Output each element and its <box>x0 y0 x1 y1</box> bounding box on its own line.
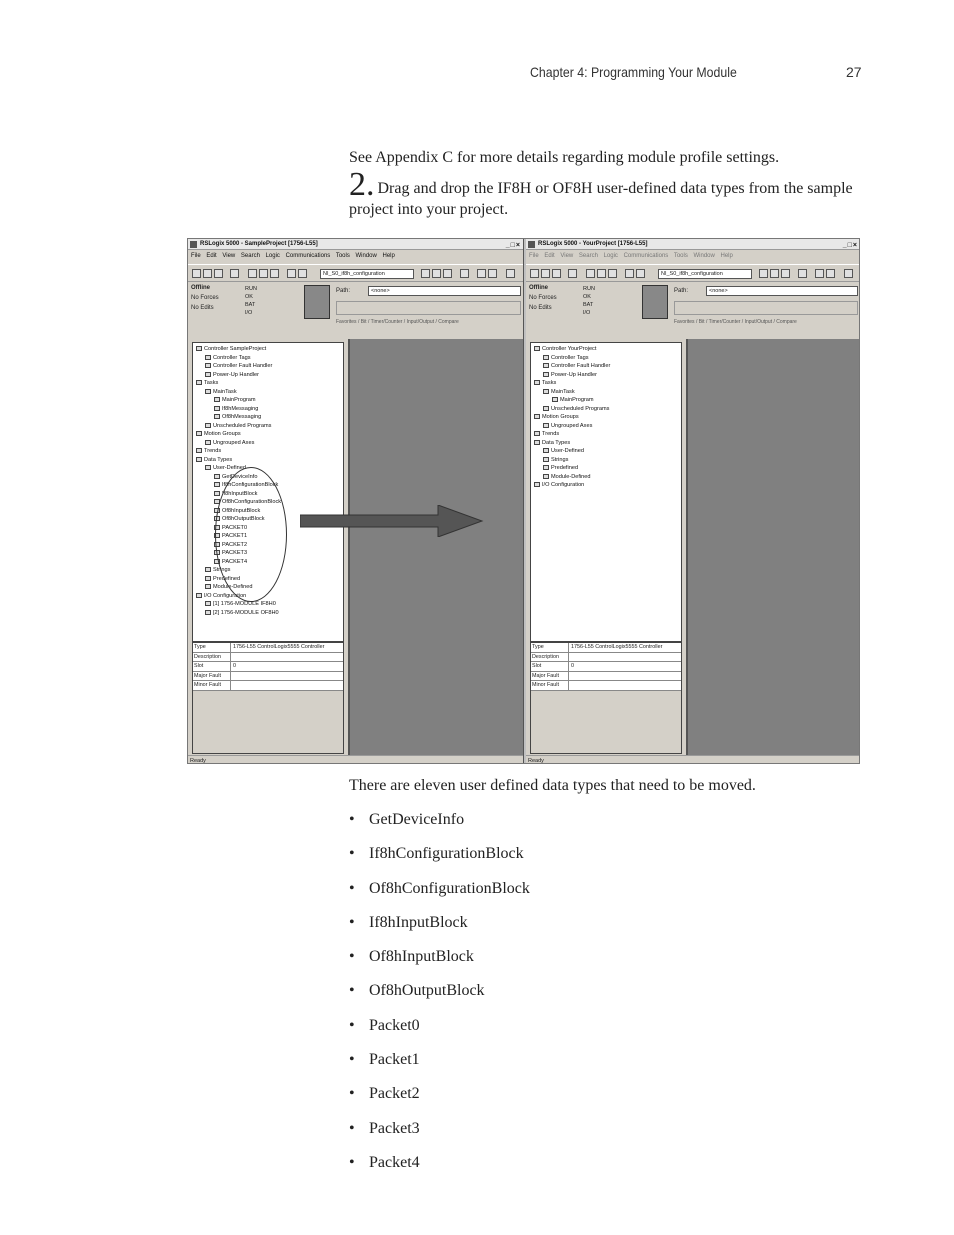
verify-all-icon[interactable] <box>770 269 779 278</box>
paste-icon[interactable] <box>270 269 279 278</box>
tree-item-label: Of8hMessaging <box>222 414 262 420</box>
tree-node-icon <box>196 457 202 462</box>
property-key: Minor Fault <box>531 681 569 690</box>
save-icon[interactable] <box>552 269 561 278</box>
tree-node-icon <box>196 346 202 351</box>
property-row <box>193 672 343 682</box>
tree-item[interactable] <box>534 430 678 439</box>
tree-item-label: PACKET3 <box>222 550 248 556</box>
appendix-note: See Appendix C for more details regarding module profile settings. <box>349 149 780 166</box>
tree-item[interactable] <box>196 456 340 465</box>
tree-item[interactable] <box>196 362 340 371</box>
tree-item-label: [1] 1756-MODULE IF8H0 <box>213 601 276 607</box>
tree-item[interactable] <box>196 439 340 448</box>
tree-item-label: Module-Defined <box>551 473 591 480</box>
property-value <box>569 672 681 681</box>
property-key: Minor Fault <box>193 681 231 690</box>
workspace-pane <box>348 339 523 755</box>
save-icon[interactable] <box>214 269 223 278</box>
property-key: Type <box>531 643 569 652</box>
tree-node-icon <box>534 482 540 487</box>
tree-node-icon <box>534 414 540 419</box>
tree-node-icon <box>196 380 202 385</box>
tree-node-icon <box>214 474 220 479</box>
tree-item-label: Unscheduled Programs <box>213 422 272 429</box>
status-bar: Ready <box>526 755 860 764</box>
your-project-window <box>526 239 860 764</box>
tree-item-label: Ungrouped Axes <box>551 422 593 429</box>
keyswitch-icon <box>642 285 668 319</box>
chapter-title: Chapter 4: Programming Your Module <box>530 64 737 80</box>
tree-item-label: Unscheduled Programs <box>551 405 610 412</box>
highlight-ellipse <box>215 467 287 602</box>
tree-node-icon <box>205 423 211 428</box>
tree-item-label: Controller Fault Handler <box>551 363 611 369</box>
tree-item[interactable] <box>196 464 340 473</box>
tree-item-label: Controller Tags <box>551 354 589 361</box>
copy-icon[interactable] <box>597 269 606 278</box>
tree-node-icon <box>214 482 220 487</box>
tree-item-label: Module-Defined <box>213 584 253 590</box>
tree-item-label: PACKET2 <box>222 541 248 548</box>
list-item: • Packet2 <box>349 1084 859 1118</box>
tree-node-icon <box>534 431 540 436</box>
tree-item-label: Of8hOutputBlock <box>222 516 265 522</box>
app-icon <box>190 241 197 248</box>
step-two <box>349 166 859 220</box>
tree-item-label: Of8hConfigurationBlock <box>222 499 282 505</box>
print-icon[interactable] <box>230 269 239 278</box>
tree-node-icon <box>205 601 211 606</box>
controller-status <box>188 283 328 327</box>
tree-item-label: Predefined <box>213 575 241 582</box>
page-header <box>0 62 954 82</box>
tree-node-icon <box>205 355 211 360</box>
list-item: • Packet4 <box>349 1153 859 1187</box>
tree-node-icon <box>196 593 202 598</box>
tree-node-icon <box>196 448 202 453</box>
routine-combo[interactable]: NI_S0_if8h_configuration <box>658 269 752 279</box>
tree-item-label: Data Types <box>542 439 571 446</box>
property-value: 0 <box>571 663 574 669</box>
property-value: 0 <box>233 663 236 669</box>
tree-item[interactable] <box>196 430 340 439</box>
run-check: RUN <box>245 286 257 292</box>
help2-icon[interactable] <box>826 269 835 278</box>
toolbar <box>526 264 860 282</box>
property-row <box>193 662 343 672</box>
tree-item-label: Controller YourProject <box>542 346 597 352</box>
tree-item-label: Motion Groups <box>204 431 241 437</box>
property-row <box>193 681 343 691</box>
tree-item-label: PACKET1 <box>222 533 248 539</box>
list-item: • Packet1 <box>349 1050 859 1084</box>
tree-item-label: PACKET0 <box>222 524 248 531</box>
open-icon[interactable] <box>541 269 550 278</box>
tree-node-icon <box>543 448 549 453</box>
tree-node-icon <box>214 414 220 419</box>
tree-item[interactable] <box>534 413 678 422</box>
bat-check: BAT <box>583 302 594 308</box>
tree-node-icon <box>205 389 211 394</box>
help2-icon[interactable] <box>488 269 497 278</box>
list-item: • Of8hConfigurationBlock <box>349 879 859 913</box>
tree-item-label: User-Defined <box>551 448 584 454</box>
undo-icon[interactable] <box>287 269 296 278</box>
tree-node-icon <box>214 406 220 411</box>
app-icon <box>528 241 535 248</box>
status-edits: No Edits <box>191 305 214 311</box>
tree-item-label: Power-Up Handler <box>213 371 260 378</box>
window-controls-icon[interactable]: _□× <box>505 242 521 249</box>
properties-panel <box>192 642 344 754</box>
window-title: RSLogix 5000 - YourProject [1756-L55] <box>538 241 648 247</box>
tree-node-icon <box>205 372 211 377</box>
tree-item-label: Motion Groups <box>542 414 579 420</box>
tree-item[interactable] <box>196 354 340 363</box>
property-value <box>231 653 343 662</box>
menu-bar[interactable]: File Edit View Search Logic Communications Tools Window Help <box>191 253 395 259</box>
list-item: • If8hConfigurationBlock <box>349 844 859 878</box>
print-icon[interactable] <box>568 269 577 278</box>
tree-item[interactable] <box>196 345 340 354</box>
tree-item[interactable] <box>196 371 340 380</box>
tree-item-label: If8hMessaging <box>222 405 259 412</box>
tree-node-icon <box>534 440 540 445</box>
tree-item-label: Strings <box>213 567 231 573</box>
bat-check: BAT <box>245 302 256 308</box>
tree-node-icon <box>534 346 540 351</box>
tree-item-label: Tasks <box>204 380 219 386</box>
step-text: Drag and drop the IF8H or OF8H user-defined data types from the sample project into your project. <box>349 180 853 218</box>
property-value <box>231 681 343 690</box>
tree-item-label: MainTask <box>213 388 237 395</box>
organizer-icon[interactable] <box>798 269 807 278</box>
tree-node-icon <box>543 406 549 411</box>
instruction-tabs[interactable]: Favorites / Bit / Timer/Counter / Input/Output / Compare <box>674 319 797 325</box>
tree-item[interactable] <box>534 345 678 354</box>
property-key: Description <box>193 653 231 662</box>
property-row <box>193 653 343 663</box>
tree-item[interactable] <box>534 464 678 473</box>
tree-node-icon <box>205 576 211 581</box>
tree-item[interactable] <box>196 609 340 618</box>
organizer-icon[interactable] <box>460 269 469 278</box>
workspace-pane <box>686 339 860 755</box>
property-value: 1756-L55 ControlLogix5555 Controller <box>233 644 325 650</box>
ladder-toolbar[interactable] <box>336 301 521 315</box>
keyswitch-icon <box>304 285 330 319</box>
property-row <box>193 643 343 653</box>
tree-item-label: Strings <box>551 456 569 463</box>
tree-node-icon <box>543 474 549 479</box>
tree-item-label: MainProgram <box>222 397 256 403</box>
redo-icon[interactable] <box>298 269 307 278</box>
open-icon[interactable] <box>203 269 212 278</box>
ladder-toolbar[interactable] <box>674 301 858 315</box>
tree-node-icon <box>543 363 549 368</box>
list-item: • Packet0 <box>349 1016 859 1050</box>
tree-item-label: Predefined <box>551 465 579 471</box>
path-combo[interactable]: <none> <box>706 286 858 296</box>
tree-item-label: Data Types <box>204 456 233 463</box>
tree-item-label: I/O Configuration <box>542 482 585 488</box>
tree-node-icon <box>205 584 211 589</box>
path-label: Path: <box>674 288 689 294</box>
property-value <box>569 681 681 690</box>
tree-item[interactable] <box>196 379 340 388</box>
tree-item-label: GetDeviceInfo <box>222 473 258 480</box>
tree-item[interactable] <box>534 405 678 414</box>
new-icon[interactable] <box>530 269 539 278</box>
zoom-icon[interactable] <box>506 269 515 278</box>
property-row <box>531 653 681 663</box>
tree-item-label: MainTask <box>551 388 575 395</box>
tree-item[interactable] <box>534 481 678 490</box>
cut-icon[interactable] <box>586 269 595 278</box>
tree-item[interactable] <box>534 473 678 482</box>
tree-item-label: Trends <box>204 448 222 454</box>
tree-item-label: Controller Tags <box>213 354 251 361</box>
cut-icon[interactable] <box>248 269 257 278</box>
property-row <box>531 672 681 682</box>
ok-check: OK <box>245 294 253 300</box>
tree-item-label: PACKET4 <box>222 558 248 565</box>
rslogix-screenshot <box>187 238 860 764</box>
run-check: RUN <box>583 286 595 292</box>
tree-item[interactable] <box>534 371 678 380</box>
tree-item[interactable] <box>534 396 678 405</box>
tree-item[interactable] <box>534 362 678 371</box>
property-key: Slot <box>193 662 231 671</box>
drag-arrow-icon <box>300 505 485 537</box>
status-forces: No Forces <box>191 295 219 301</box>
redo-icon[interactable] <box>636 269 645 278</box>
tree-node-icon <box>543 423 549 428</box>
property-key: Slot <box>531 662 569 671</box>
page-number: 27 <box>846 64 862 80</box>
tree-item[interactable] <box>534 388 678 397</box>
tree-item[interactable] <box>196 447 340 456</box>
controller-organizer[interactable] <box>530 342 682 642</box>
tree-node-icon <box>214 397 220 402</box>
tree-node-icon <box>205 465 211 470</box>
tree-node-icon <box>205 610 211 615</box>
tree-item[interactable] <box>534 447 678 456</box>
property-key: Type <box>193 643 231 652</box>
tree-item-label: Controller Fault Handler <box>213 363 273 369</box>
tree-item-label: If8hInputBlock <box>222 490 258 497</box>
tree-node-icon <box>196 431 202 436</box>
verify-icon[interactable] <box>421 269 430 278</box>
status-forces: No Forces <box>529 295 557 301</box>
tree-item-label: I/O Configuration <box>204 592 247 599</box>
tree-node-icon <box>543 372 549 377</box>
tree-item[interactable] <box>534 379 678 388</box>
tree-item[interactable] <box>534 439 678 448</box>
window-titlebar <box>526 239 860 250</box>
tree-item[interactable] <box>196 405 340 414</box>
tree-item-label: Power-Up Handler <box>551 371 598 378</box>
list-item: • GetDeviceInfo <box>349 810 859 844</box>
property-value <box>231 672 343 681</box>
status-bar: Ready <box>188 755 523 764</box>
property-key: Description <box>531 653 569 662</box>
tree-item-label: If8hConfigurationBlock <box>222 482 279 488</box>
list-item: • If8hInputBlock <box>349 913 859 947</box>
menu-bar[interactable]: File Edit View Search Logic Communications Tools Window Help <box>529 253 733 259</box>
help-icon[interactable] <box>477 269 486 278</box>
tree-node-icon <box>214 491 220 496</box>
find-icon[interactable] <box>443 269 452 278</box>
path-bar <box>674 285 858 297</box>
types-intro: There are eleven user defined data types that need to be moved. <box>349 777 756 794</box>
property-value: 1756-L55 ControlLogix5555 Controller <box>571 644 663 650</box>
tree-item[interactable] <box>196 388 340 397</box>
tree-item-label: Tasks <box>542 380 557 386</box>
properties-panel <box>530 642 682 754</box>
find-icon[interactable] <box>781 269 790 278</box>
new-icon[interactable] <box>192 269 201 278</box>
step-number: 2. <box>349 166 375 203</box>
status-mode: Offline <box>191 285 210 291</box>
tree-item-label: Of8hInputBlock <box>222 507 261 514</box>
routine-combo[interactable]: NI_S0_if8h_configuration <box>320 269 414 279</box>
tree-node-icon <box>552 397 558 402</box>
undo-icon[interactable] <box>625 269 634 278</box>
tree-item[interactable] <box>196 600 340 609</box>
status-mode: Offline <box>529 285 548 291</box>
tree-node-icon <box>534 380 540 385</box>
tree-node-icon <box>543 389 549 394</box>
verify-all-icon[interactable] <box>432 269 441 278</box>
tree-item[interactable] <box>534 354 678 363</box>
tree-item[interactable] <box>196 396 340 405</box>
window-title: RSLogix 5000 - SampleProject [1756-L55] <box>200 241 318 247</box>
tree-node-icon <box>205 567 211 572</box>
window-controls-icon[interactable]: _□× <box>842 242 858 249</box>
property-key: Major Fault <box>193 672 231 681</box>
tree-item[interactable] <box>534 422 678 431</box>
tree-item-label: MainProgram <box>560 397 594 403</box>
list-item: • Of8hOutputBlock <box>349 981 859 1015</box>
tree-item[interactable] <box>196 422 340 431</box>
window-titlebar <box>188 239 523 250</box>
property-key: Major Fault <box>531 672 569 681</box>
ok-check: OK <box>583 294 591 300</box>
tree-node-icon <box>205 440 211 445</box>
list-item: • Packet3 <box>349 1119 859 1153</box>
controller-status <box>526 283 666 327</box>
tree-item[interactable] <box>196 413 340 422</box>
data-type-list <box>349 810 859 1187</box>
tree-node-icon <box>543 457 549 462</box>
tree-item-label: Trends <box>542 431 560 437</box>
path-combo[interactable]: <none> <box>368 286 521 296</box>
io-check: I/O <box>245 310 253 316</box>
instruction-tabs[interactable]: Favorites / Bit / Timer/Counter / Input/Output / Compare <box>336 319 459 325</box>
list-item: • Of8hInputBlock <box>349 947 859 981</box>
tree-item-label: Controller SampleProject <box>204 346 267 352</box>
tree-item-label: Ungrouped Axes <box>213 439 255 446</box>
paste-icon[interactable] <box>608 269 617 278</box>
property-value <box>569 653 681 662</box>
path-label: Path: <box>336 288 351 294</box>
tree-node-icon <box>205 363 211 368</box>
help-icon[interactable] <box>815 269 824 278</box>
io-check: I/O <box>583 310 591 316</box>
status-edits: No Edits <box>529 305 552 311</box>
tree-item-label: User-Defined <box>213 465 246 471</box>
toolbar <box>188 264 523 282</box>
verify-icon[interactable] <box>759 269 768 278</box>
tree-item-label: [2] 1756-MODULE OF8H0 <box>213 609 279 616</box>
path-bar <box>336 285 521 297</box>
property-row <box>531 681 681 691</box>
copy-icon[interactable] <box>259 269 268 278</box>
zoom-icon[interactable] <box>844 269 853 278</box>
tree-node-icon <box>543 355 549 360</box>
tree-node-icon <box>543 465 549 470</box>
property-row <box>531 643 681 653</box>
property-row <box>531 662 681 672</box>
tree-item[interactable] <box>534 456 678 465</box>
